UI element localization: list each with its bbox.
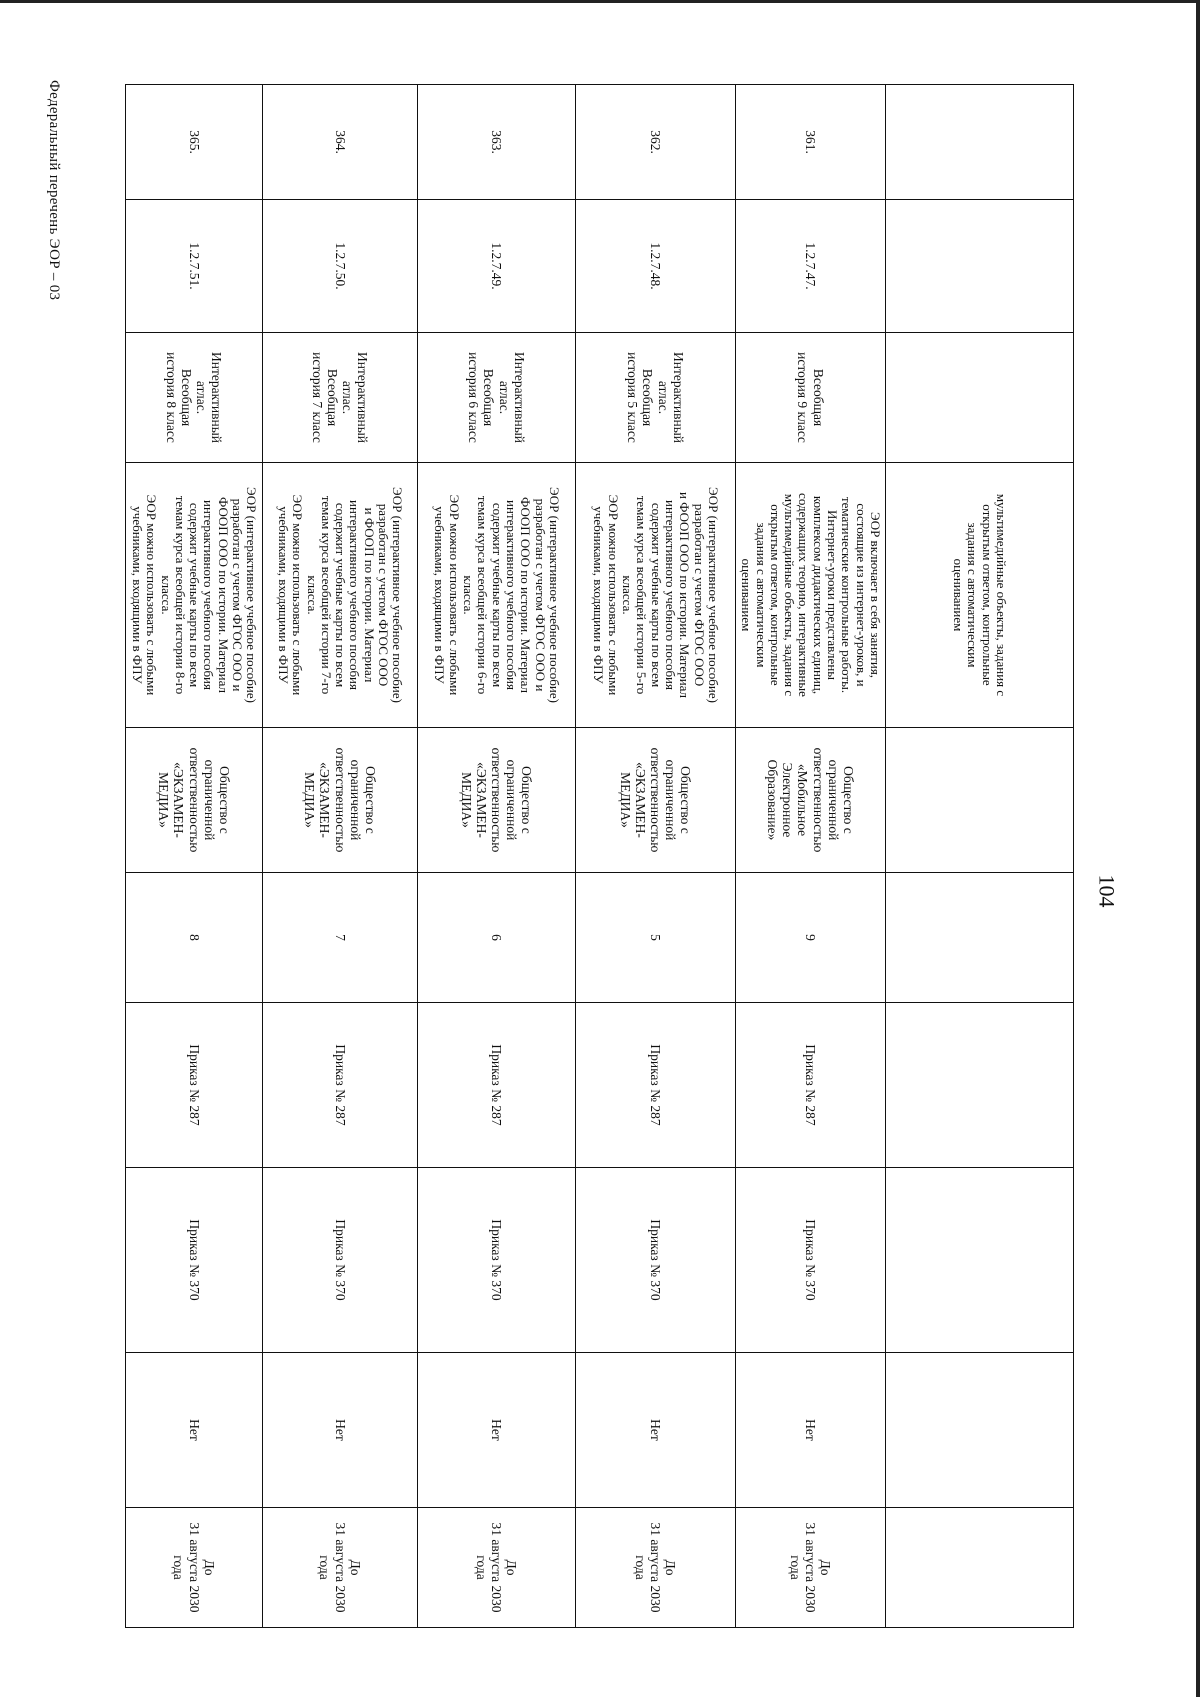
text-line: Всеобщая xyxy=(481,368,497,427)
cell-code: 1.2.7.47. xyxy=(736,200,886,333)
table-row-continued xyxy=(886,85,1074,1628)
text-line: «Мобильное xyxy=(795,763,811,837)
text-line: ЭОР можно использовать с любыми xyxy=(144,494,160,696)
text-line: До xyxy=(663,1559,679,1576)
text-line: ЭОР можно использовать с любыми xyxy=(290,494,306,696)
cell-order-287: Приказ № 287 xyxy=(576,1003,736,1168)
text-line: разработан с учетом ФГОС ООО xyxy=(691,503,707,687)
cell-number: 361. xyxy=(736,85,886,200)
text-line: учебниками, входящими в ФПУ xyxy=(275,506,291,684)
text-line: Всеобщая xyxy=(325,368,340,427)
cell-valid-until xyxy=(736,1508,886,1628)
text-line: ответственностью xyxy=(186,747,202,853)
text-line: ответственностью xyxy=(648,747,664,853)
cell-grade: 5 xyxy=(576,873,736,1003)
text-line: учебниками, входящими в ФПУ xyxy=(432,506,448,684)
text-line: Интернет-уроки представлены xyxy=(825,509,841,681)
cell-title xyxy=(263,333,418,463)
text-line: Всеобщая xyxy=(179,368,194,427)
text-line: класса. xyxy=(158,575,174,615)
text-line: учебниками, входящими в ФПУ xyxy=(129,506,145,684)
cell-status: Нет xyxy=(263,1353,418,1508)
text-line: задания с автоматическим xyxy=(753,522,769,668)
cell-description xyxy=(576,463,736,728)
text-line: ЭОР (интерактивное учебное пособие) xyxy=(546,487,562,703)
text-line: темам курса всеобщей истории 7-го xyxy=(318,495,334,695)
text-line: МЕДИА» xyxy=(156,772,172,828)
text-line: история 9 класс xyxy=(795,352,811,443)
text-line: интерактивного учебного пособия xyxy=(201,499,217,690)
text-line: ограниченной xyxy=(201,759,217,841)
text-line: Электронное xyxy=(780,762,796,838)
empty-cell xyxy=(886,333,1074,463)
text-line: МЕДИА» xyxy=(458,772,474,828)
text-line: содержит учебные карты по всем xyxy=(489,502,505,688)
text-line: комплексом дидактических единиц, xyxy=(810,495,826,695)
page-number: 104 xyxy=(1094,874,1120,908)
text-line: состоящие из интернет-уроков, и xyxy=(853,503,869,687)
cell-description xyxy=(263,463,418,728)
text-line: ФООП ООО по истории. Материал xyxy=(215,497,231,693)
cell-status: Нет xyxy=(126,1353,263,1508)
cell-description xyxy=(418,463,576,728)
cell-description xyxy=(736,463,886,728)
text-line: атлас. xyxy=(340,380,356,415)
text-line: история 6 класс xyxy=(466,352,482,443)
text-line: атлас. xyxy=(194,380,210,415)
cell-order-287: Приказ № 287 xyxy=(736,1003,886,1168)
text-line: разработан с учетом ФГОС ООО и xyxy=(532,498,548,692)
text-line: класса. xyxy=(620,575,636,615)
text-line: содержит учебные карты по всем xyxy=(648,502,664,688)
text-line: Всеобщая xyxy=(640,368,656,427)
table-row xyxy=(418,85,576,1628)
text-line: история 5 класс xyxy=(625,352,641,443)
text-line: 31 августа 2030 года xyxy=(171,1522,202,1613)
text-line: тематические контрольные работы. xyxy=(839,496,855,694)
text-line: темам курса всеобщей истории 8-го xyxy=(172,495,188,695)
text-line: До xyxy=(347,1559,363,1576)
cell-status: Нет xyxy=(736,1353,886,1508)
cell-organization xyxy=(736,728,886,873)
text-line: ЭОР (интерактивное учебное пособие) xyxy=(705,487,721,703)
cell-organization xyxy=(126,728,263,873)
cell-title xyxy=(576,333,736,463)
cell-order-370: Приказ № 370 xyxy=(418,1168,576,1353)
text-line: и ФООП по истории. Материал xyxy=(361,507,377,683)
cell-description-continued xyxy=(886,463,1074,728)
text-line: ограниченной xyxy=(663,759,679,841)
text-line: разработан с учетом ФГОС ООО и xyxy=(230,498,246,692)
cell-grade: 6 xyxy=(418,873,576,1003)
text-line: Всеобщая xyxy=(810,368,826,427)
text-line: интерактивного учебного пособия xyxy=(347,499,363,690)
text-line: и ФООП ООО по истории. Материал xyxy=(677,491,693,699)
cell-valid-until xyxy=(126,1508,263,1628)
empty-cell xyxy=(886,1353,1074,1508)
text-line: темам курса всеобщей истории 6-го xyxy=(475,495,491,695)
text-line: атлас. xyxy=(496,380,512,415)
text-line: До xyxy=(201,1559,217,1576)
cell-number: 365. xyxy=(126,85,263,200)
cell-valid-until xyxy=(418,1508,576,1628)
cell-order-287: Приказ № 287 xyxy=(263,1003,418,1168)
empty-cell xyxy=(886,873,1074,1003)
text-line: «ЭКЗАМЕН- xyxy=(171,762,187,838)
cell-title xyxy=(418,333,576,463)
cell-number: 362. xyxy=(576,85,736,200)
text-line: ограниченной xyxy=(504,759,520,841)
cell-code: 1.2.7.50. xyxy=(263,200,418,333)
cell-code: 1.2.7.51. xyxy=(126,200,263,333)
empty-cell xyxy=(886,1508,1074,1628)
text-line: оцениванием xyxy=(739,558,755,632)
table-row xyxy=(126,85,263,1628)
cell-title xyxy=(126,333,263,463)
cell-code: 1.2.7.49. xyxy=(418,200,576,333)
text-line: темам курса всеобщей истории 5-го xyxy=(634,495,650,695)
text-line: МЕДИА» xyxy=(617,772,633,828)
text-line: ЭОР можно использовать с любыми xyxy=(446,494,462,696)
text-line: интерактивного учебного пособия xyxy=(662,499,678,690)
text-line: 31 августа 2030 года xyxy=(473,1522,505,1613)
cell-organization xyxy=(263,728,418,873)
table-row xyxy=(576,85,736,1628)
text-line: открытым ответом, контрольные xyxy=(767,504,783,686)
empty-cell xyxy=(886,200,1074,333)
text-line: мультимедийные объекты, задания с xyxy=(994,493,1010,697)
cell-organization xyxy=(576,728,736,873)
text-line: история 8 класс xyxy=(163,352,179,443)
text-line: 31 августа 2030 года xyxy=(632,1522,664,1613)
text-line: ответственностью xyxy=(489,747,505,853)
text-line: класса. xyxy=(461,575,477,615)
text-line: ЭОР (интерактивное учебное пособие) xyxy=(244,487,260,703)
text-line: Интерактивный xyxy=(670,351,686,443)
text-line: Общество с xyxy=(216,766,232,834)
text-line: интерактивного учебного пособия xyxy=(503,499,519,690)
text-line: «ЭКЗАМЕН- xyxy=(317,762,333,838)
text-line: ответственностью xyxy=(332,747,348,853)
text-line: До xyxy=(818,1559,834,1576)
text-line: «ЭКЗАМЕН- xyxy=(473,762,489,838)
cell-description xyxy=(126,463,263,728)
empty-cell xyxy=(886,728,1074,873)
empty-cell xyxy=(886,85,1074,200)
text-line: задания с автоматическим xyxy=(965,522,981,668)
cell-status: Нет xyxy=(576,1353,736,1508)
text-line: класса. xyxy=(304,575,320,615)
resource-table-wrapper xyxy=(129,84,1074,1627)
text-line: мультимедийные объекты, задания с xyxy=(782,493,798,697)
text-line: атлас. xyxy=(655,380,671,415)
cell-grade: 8 xyxy=(126,873,263,1003)
cell-grade: 7 xyxy=(263,873,418,1003)
text-line: учебниками, входящими в ФПУ xyxy=(591,506,607,684)
cell-organization xyxy=(418,728,576,873)
cell-order-287: Приказ № 287 xyxy=(126,1003,263,1168)
cell-title xyxy=(736,333,886,463)
cell-number: 364. xyxy=(263,85,418,200)
cell-number: 363. xyxy=(418,85,576,200)
table-row xyxy=(263,85,418,1628)
page-footer: Федеральный перечень ЭОР – 03 xyxy=(46,80,62,301)
scan-edge-right xyxy=(1196,0,1200,1697)
text-line: Общество с xyxy=(362,766,378,834)
text-line: 31 августа 2030 года xyxy=(787,1522,819,1613)
text-line: Образование» xyxy=(765,759,781,841)
cell-status: Нет xyxy=(418,1353,576,1508)
cell-grade: 9 xyxy=(736,873,886,1003)
cell-valid-until xyxy=(263,1508,418,1628)
text-line: открытым ответом, контрольные xyxy=(979,504,995,686)
text-line: Интерактивный xyxy=(209,351,225,443)
text-line: Общество с xyxy=(519,766,535,834)
empty-cell xyxy=(886,1168,1074,1353)
cell-order-287: Приказ № 287 xyxy=(418,1003,576,1168)
scan-edge-top xyxy=(0,0,1200,3)
empty-cell xyxy=(886,1003,1074,1168)
resource-table xyxy=(125,84,1074,1628)
text-line: 31 августа 2030 года xyxy=(317,1522,348,1613)
text-line: ЭОР включает в себя занятия, xyxy=(867,511,883,679)
cell-valid-until xyxy=(576,1508,736,1628)
text-line: ответственностью xyxy=(810,747,826,853)
cell-order-370: Приказ № 370 xyxy=(263,1168,418,1353)
text-line: Интерактивный xyxy=(355,351,371,443)
text-line: ЭОР (интерактивное учебное пособие) xyxy=(390,487,406,703)
text-line: МЕДИА» xyxy=(302,772,318,828)
text-line: До xyxy=(504,1559,520,1576)
text-line: ограниченной xyxy=(825,759,841,841)
text-line: Общество с xyxy=(840,766,856,834)
table-row xyxy=(736,85,886,1628)
text-line: разработан с учетом ФГОС ООО xyxy=(376,503,392,687)
text-line: ФООП ООО по истории. Материал xyxy=(518,497,534,693)
text-line: ЭОР можно использовать с любыми xyxy=(605,494,621,696)
text-line: содержит учебные карты по всем xyxy=(333,502,349,688)
text-line: история 7 класс xyxy=(309,352,325,443)
text-line: ограниченной xyxy=(347,759,363,841)
cell-order-370: Приказ № 370 xyxy=(576,1168,736,1353)
text-line: оцениванием xyxy=(951,558,967,632)
cell-order-370: Приказ № 370 xyxy=(126,1168,263,1353)
text-line: Общество с xyxy=(678,766,694,834)
text-line: «ЭКЗАМЕН- xyxy=(632,762,648,838)
cell-order-370: Приказ № 370 xyxy=(736,1168,886,1353)
text-line: содержащих теорию, интерактивные xyxy=(796,493,812,697)
text-line: содержит учебные карты по всем xyxy=(187,502,203,688)
text-line: Интерактивный xyxy=(511,351,527,443)
cell-code: 1.2.7.48. xyxy=(576,200,736,333)
